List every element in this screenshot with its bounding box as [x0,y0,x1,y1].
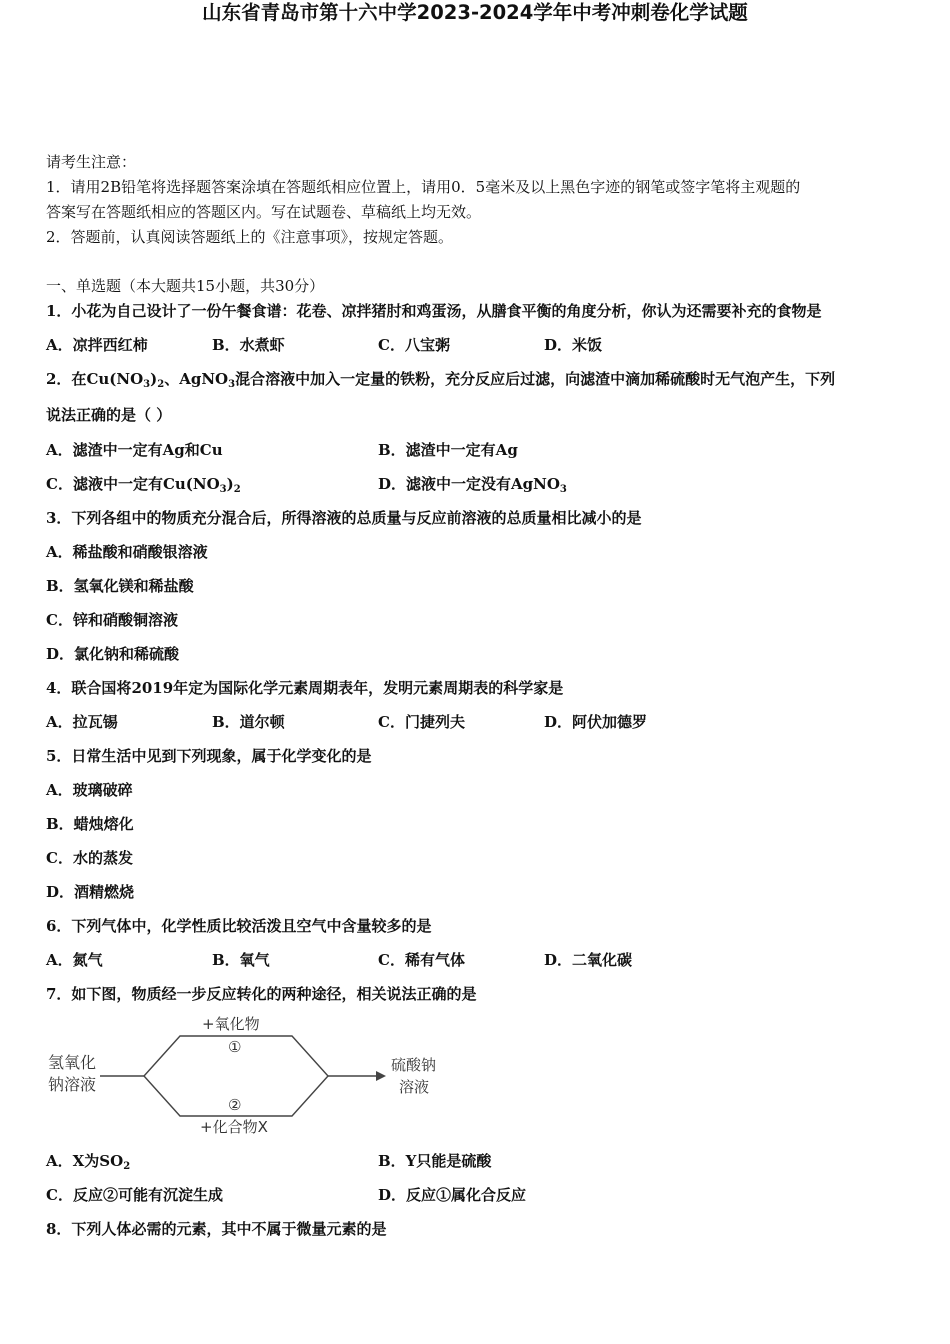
q2-stem-pre: 2．在 [46,370,87,388]
q6-option-a: A．氮气 [46,951,103,969]
notice-line-1b: 答案写在答题纸相应的答题区内。写在试题卷、草稿纸上均无效。 [46,203,482,221]
q2-stem-sub3: 3 [228,379,236,390]
page-title: 山东省青岛市第十六中学2023-2024学年中考冲刺卷化学试题 [202,1,748,24]
q1-option-c: C．八宝粥 [378,336,450,354]
reaction-pathway-diagram [44,1012,464,1142]
diagram-right-line-2: 溶液 [399,1078,430,1096]
notice-heading: 请考生注意： [46,153,137,171]
q2-option-c-sub2: 2 [233,484,241,495]
q2-stem-sub2: 2 [157,379,165,390]
q7-option-b: B．Y只能是硫酸 [378,1152,492,1170]
q3-option-a: A．稀盐酸和硝酸银溶液 [46,543,208,561]
notice-line-1: 1．请用2B铅笔将选择题答案涂填在答题纸相应位置上，请用0．5毫米及以上黑色字迹的钢笔或签字笔将主观题的 [46,178,801,196]
q5-stem: 5．日常生活中见到下列现象，属于化学变化的是 [46,747,372,765]
q2-stem-post: 混合溶液中加入一定量的铁粉，充分反应后过滤，向滤渣中滴加稀硫酸时无气泡产生，下列 [235,370,836,388]
q7-stem: 7．如下图，物质经一步反应转化的两种途径，相关说法正确的是 [46,985,477,1003]
diagram-top-label: +氧化物 [202,1015,260,1033]
q2-option-c-mid: ) [226,475,234,493]
q2-option-c [46,474,241,494]
q3-option-b: B．氢氧化镁和稀盐酸 [46,577,194,595]
q4-stem: 4．联合国将2019年定为国际化学元素周期表年，发明元素周期表的科学家是 [46,679,564,697]
q2-stem-sub1: 3 [143,379,151,390]
q6-option-c: C．稀有气体 [378,951,465,969]
q2-option-d-sub: 3 [559,484,567,495]
q6-option-d: D．二氧化碳 [544,951,633,969]
q3-stem: 3．下列各组中的物质充分混合后，所得溶液的总质量与反应前溶液的总质量相比减小的是 [46,509,642,527]
section-heading: 一、单选题（本大题共15小题，共30分） [46,277,325,295]
q5-option-b: B．蜡烛熔化 [46,815,134,833]
q2-option-d-pre: D．滤液中一定没有AgNO [378,475,560,493]
q2-stem-cu: Cu(NO [86,370,144,388]
q2-option-d [378,474,567,494]
q6-option-b: B．氧气 [212,951,270,969]
notice-line-2: 2．答题前，认真阅读答题纸上的《注意事项》，按规定答题。 [46,228,454,246]
q6-stem: 6．下列气体中，化学性质比较活泼且空气中含量较多的是 [46,917,432,935]
diagram-right-line-1: 硫酸钠 [391,1056,437,1074]
q1-stem: 1．小花为自己设计了一份午餐食谱：花卷、凉拌猪肘和鸡蛋汤，从膳食平衡的角度分析，你认为还需要补充的食物是 [46,302,822,320]
diagram-bottom-number: ② [228,1096,242,1114]
q3-option-c: C．锌和硝酸铜溶液 [46,611,178,629]
q8-stem: 8．下列人体必需的元素，其中不属于微量元素的是 [46,1220,387,1238]
q2-option-b: B．滤渣中一定有Ag [378,441,518,459]
q5-option-c: C．水的蒸发 [46,849,133,867]
q1-option-b: B．水煮虾 [212,336,285,354]
q2-option-c-sub1: 3 [219,484,227,495]
q7-option-d: D．反应①属化合反应 [378,1186,527,1204]
q1-option-d: D．米饭 [544,336,603,354]
q4-option-a: A．拉瓦锡 [46,713,118,731]
diagram-arrowhead [376,1071,386,1081]
q5-option-d: D．酒精燃烧 [46,883,135,901]
q5-option-a: A．玻璃破碎 [46,781,133,799]
q2-stem [46,369,835,389]
diagram-top-number: ① [228,1038,242,1056]
q2-stem-2: 说法正确的是（ ） [46,406,172,424]
q2-option-c-pre: C．滤液中一定有Cu(NO [46,475,220,493]
q7-option-a-pre: A．X为SO [46,1152,124,1170]
q4-option-c: C．门捷列夫 [378,713,465,731]
q7-option-c: C．反应②可能有沉淀生成 [46,1186,223,1204]
q7-option-a [46,1151,130,1171]
diagram-left-line-1: 氢氧化 [48,1053,97,1072]
diagram-bottom-label: +化合物X [200,1118,268,1136]
q2-stem-mid: ) [150,370,158,388]
q3-option-d: D．氯化钠和稀硫酸 [46,645,180,663]
q2-stem-rest: 、AgNO [164,370,229,388]
q4-option-b: B．道尔顿 [212,713,285,731]
q1-option-a: A．凉拌西红柿 [46,336,148,354]
diagram-left-line-2: 钠溶液 [48,1075,97,1094]
q7-option-a-sub: 2 [123,1161,131,1172]
q4-option-d: D．阿伏加德罗 [544,713,648,731]
q2-option-a: A．滤渣中一定有Ag和Cu [46,441,223,459]
